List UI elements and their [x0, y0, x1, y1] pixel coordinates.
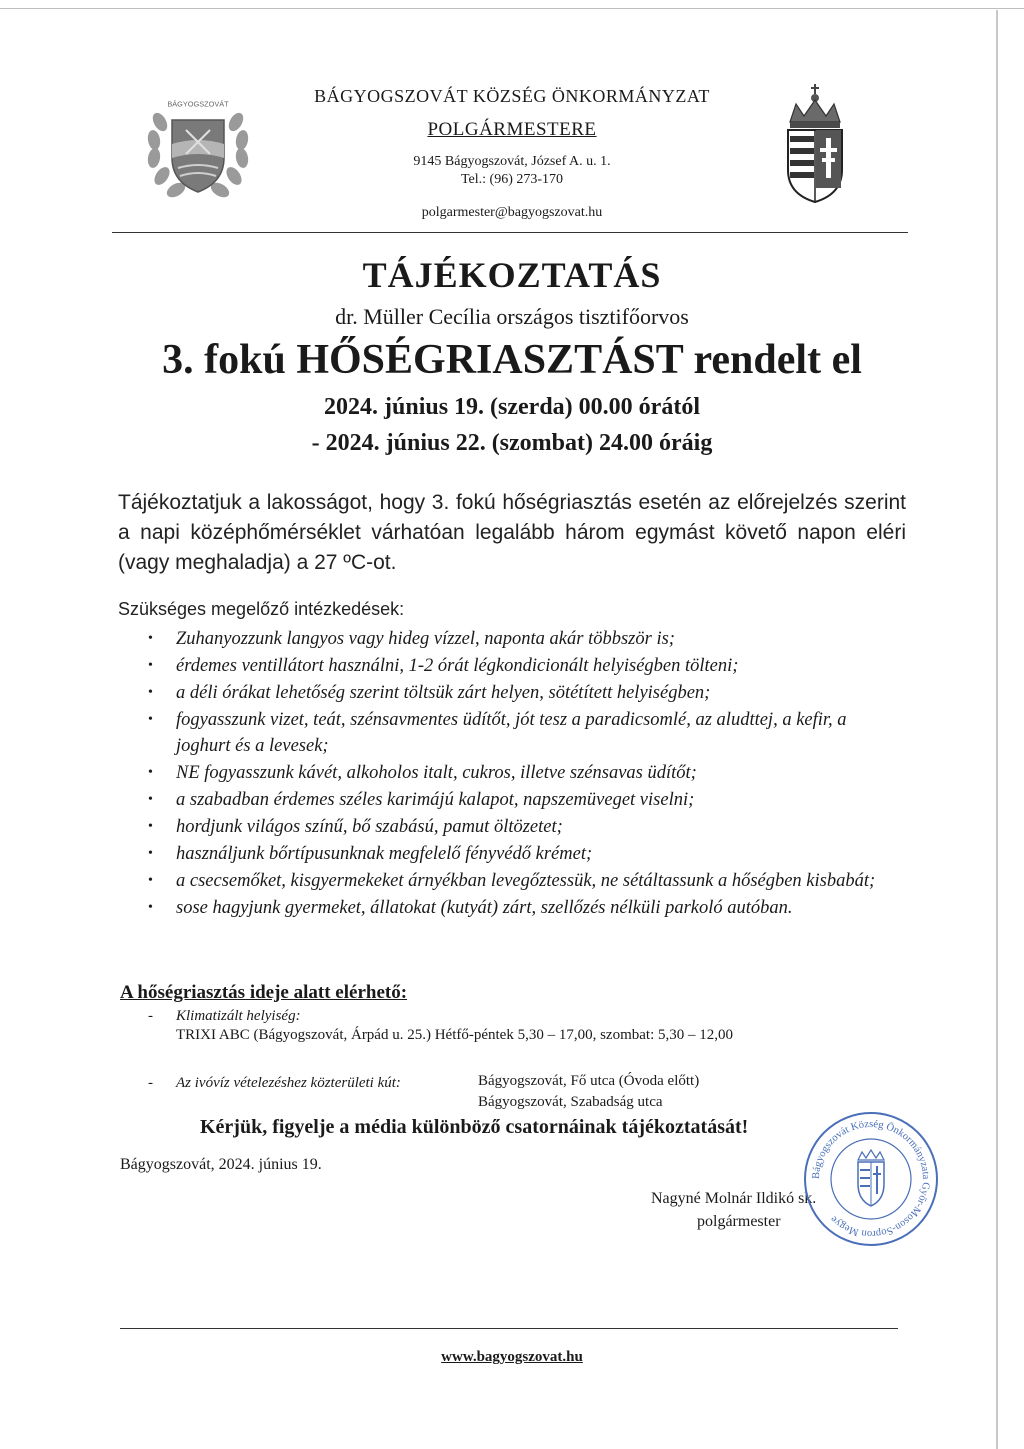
dash-marker: - — [148, 1075, 153, 1091]
list-item: • hordjunk világos színű, bő szabású, pamut öltözetet; — [148, 814, 888, 840]
stamp-text: Bágyogszovát Község Önkormányzata Győr-Moson-Sopron Megye — [810, 1118, 932, 1240]
list-item: • fogyasszunk vizet, teát, szénsavmentes üdítőt, jót tesz a paradicsomlé, az aludttej, a kefir, a joghurt és a levesek; — [148, 707, 888, 759]
organization-phone: Tel.: (96) 273-170 — [460, 172, 564, 187]
notice-title: TÁJÉKOZTATÁS — [362, 255, 662, 295]
letterhead — [112, 78, 912, 238]
footer-divider — [120, 1328, 898, 1329]
cooling-room-label: Klimatizált helyiség: — [176, 1008, 301, 1024]
footer-website-link[interactable]: www.bagyogszovat.hu — [441, 1349, 583, 1365]
list-item: • használjunk bőrtípusunknak megfelelő fényvédő krémet; — [148, 841, 888, 867]
alert-end-date: - 2024. június 22. (szombat) 24.00 óráig — [311, 430, 713, 456]
alert-start-date: 2024. június 19. (szerda) 00.00 órától — [324, 394, 700, 420]
list-item: • Zuhanyozzunk langyos vagy hideg vízzel, naponta akár többször is; — [148, 626, 888, 652]
water-well-label: Az ivóvíz vételezéshez közterületi kút: — [176, 1075, 401, 1091]
scan-edge — [996, 10, 998, 1449]
water-well-location-1: Bágyogszovát, Fő utca (Óvoda előtt) — [478, 1073, 700, 1089]
village-crest-label — [152, 98, 244, 110]
list-item: • érdemes ventillátort használni, 1-2 órát légkondicionált helyiségben tölteni; — [148, 653, 888, 679]
signer-name: Nagyné Molnár Ildikó sk. — [651, 1190, 817, 1207]
organization-block — [242, 82, 782, 221]
list-item: • a déli órákat lehetőség szerint töltsük zárt helyen, sötétített helyiségben; — [148, 680, 888, 706]
notice-headline: 3. fokú HŐSÉGRIASZTÁST rendelt el — [162, 337, 862, 383]
intro-paragraph: Tájékoztatjuk a lakosságot, hogy 3. fokú hőségriasztás esetén az előrejelzés szerint a napi középhőmérséklet várhatóan legalább három egymást követő napon eléri (vagy meghaladja) a 27 ºC-ot. — [118, 491, 906, 574]
stamp-coat-of-arms — [858, 1150, 884, 1206]
header-divider — [112, 232, 908, 233]
organization-office: POLGÁRMESTERE — [427, 119, 597, 140]
list-item: • NE fogyasszunk kávét, alkoholos italt, cukros, illetve szénsavas üdítőt; — [148, 760, 888, 786]
hungarian-coat-of-arms — [782, 82, 848, 206]
notice-issuer: dr. Müller Cecília országos tisztifőorvos — [335, 304, 689, 329]
organization-email: polgarmester@bagyogszovat.hu — [421, 205, 603, 220]
water-well-location-2: Bágyogszovát, Szabadság utca — [478, 1094, 663, 1110]
svg-text:BÁGYOGSZOVÁT: BÁGYOGSZOVÁT — [167, 99, 229, 109]
list-item: • a csecsemőket, kisgyermekeket árnyékban levegőztessük, ne sétáltassunk a hőségben kisbabát; — [148, 868, 888, 894]
scan-edge — [0, 8, 1024, 9]
availability-heading: A hőségriasztás ideje alatt elérhető: — [120, 982, 408, 1003]
place-and-date: Bágyogszovát, 2024. június 19. — [120, 1156, 322, 1173]
cooling-room-detail: TRIXI ABC (Bágyogszovát, Árpád u. 25.) Hétfő-péntek 5,30 – 17,00, szombat: 5,30 – 12,00 — [176, 1027, 733, 1043]
measures-heading: Szükséges megelőző intézkedések: — [118, 599, 405, 619]
list-item: • sose hagyjunk gyermeket, állatokat (kutyát) zárt, szellőzés nélküli parkoló autóban. — [148, 895, 888, 921]
dash-marker: - — [148, 1008, 153, 1024]
signer-title: polgármester — [697, 1213, 781, 1230]
official-stamp — [800, 1108, 942, 1250]
list-item: • a szabadban érdemes széles karimájú kalapot, napszemüveget viselni; — [148, 787, 888, 813]
organization-address: 9145 Bágyogszovát, József A. u. 1. — [413, 154, 611, 169]
media-appeal: Kérjük, figyelje a média különböző csatornáinak tájékoztatását! — [200, 1116, 749, 1138]
measures-list — [148, 626, 888, 922]
organization-name: BÁGYOGSZOVÁT KÖZSÉG ÖNKORMÁNYZAT — [314, 86, 710, 106]
